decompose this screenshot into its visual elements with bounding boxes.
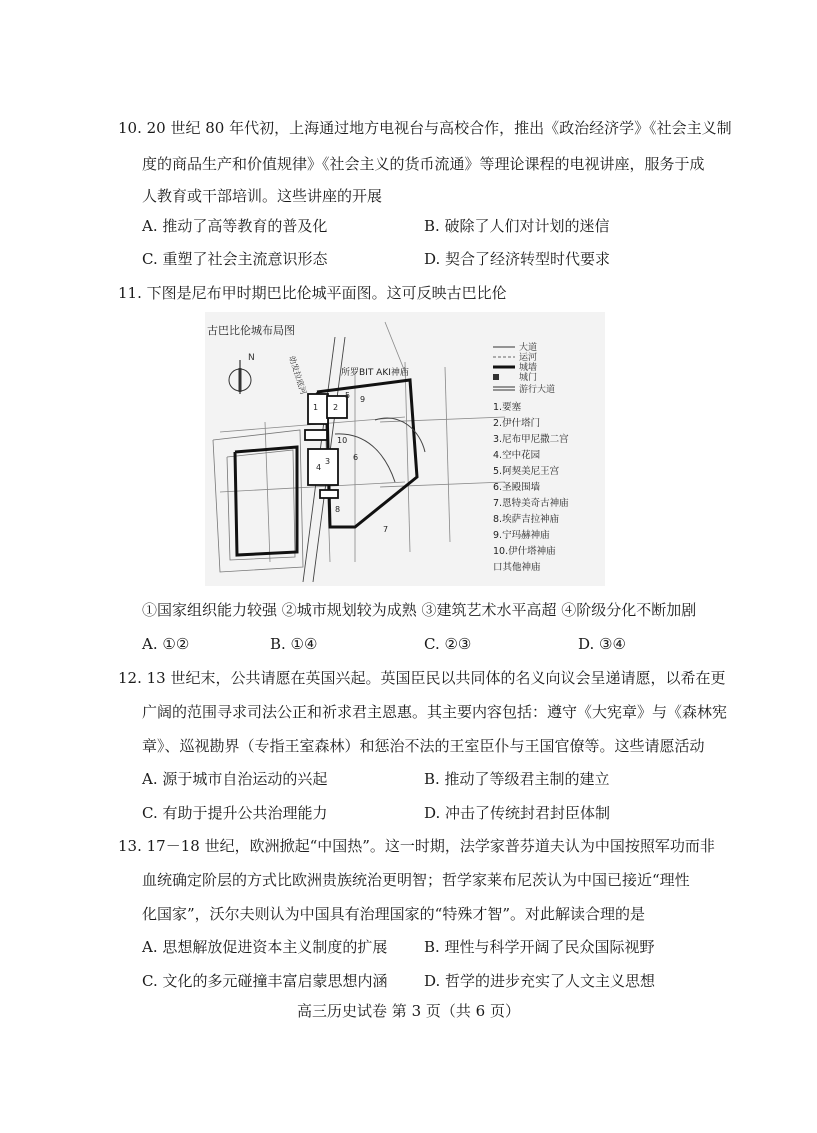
q10-stem-line-1: 10. 20 世纪 80 年代初，上海通过地方电视台与高校合作，推出《政治经济学》《社会主义制 bbox=[118, 119, 732, 137]
legend-symbol-canal: 运河 bbox=[519, 353, 538, 363]
q12-option-d: D. 冲击了传统封君封臣体制 bbox=[424, 804, 611, 822]
q11-stem: 11. 下图是尼布甲时期巴比伦城平面图。这可反映古巴比伦 bbox=[118, 284, 507, 302]
q11-option-b: B. ①④ bbox=[270, 635, 318, 653]
q10-stem-line-3: 人教育或干部培训。这些讲座的开展 bbox=[142, 187, 383, 205]
temple-site-label: 所罗BIT AKI神庙 bbox=[341, 368, 409, 378]
map-title: 古巴比伦城布局图 bbox=[207, 324, 295, 337]
svg-text:5: 5 bbox=[345, 391, 351, 400]
legend-item-10: 10.伊什塔神庙 bbox=[493, 546, 556, 557]
svg-text:6: 6 bbox=[353, 453, 359, 462]
q13-option-d: D. 哲学的进步充实了人文主义思想 bbox=[424, 972, 656, 990]
q12-option-a: A. 源于城市自治运动的兴起 bbox=[142, 770, 328, 788]
svg-text:7: 7 bbox=[383, 525, 389, 534]
q12-stem-line-1: 12. 13 世纪末，公共请愿在英国兴起。英国臣民以共同体的名义向议会呈递请愿，以希在更 bbox=[118, 669, 726, 687]
page-footer: 高三历史试卷 第 3 页（共 6 页） bbox=[297, 1002, 520, 1020]
q10-option-d: D. 契合了经济转型时代要求 bbox=[424, 250, 611, 268]
legend-item-other: 口其他神庙 bbox=[493, 562, 541, 573]
babylon-city-map bbox=[205, 312, 605, 586]
q10-option-a: A. 推动了高等教育的普及化 bbox=[142, 217, 328, 235]
svg-text:3: 3 bbox=[325, 457, 331, 466]
q10-stem-line-2: 度的商品生产和价值规律》《社会主义的货币流通》等理论课程的电视讲座，服务于成 bbox=[142, 155, 705, 173]
q12-option-c: C. 有助于提升公共治理能力 bbox=[142, 804, 328, 822]
q10-option-b: B. 破除了人们对计划的迷信 bbox=[424, 217, 610, 235]
legend-item-1: 1.要塞 bbox=[493, 402, 522, 413]
q12-option-b: B. 推动了等级君主制的建立 bbox=[424, 770, 610, 788]
svg-text:1: 1 bbox=[313, 403, 319, 412]
svg-text:N: N bbox=[248, 353, 255, 363]
svg-text:10: 10 bbox=[337, 436, 348, 445]
q13-stem-line-1: 13. 17－18 世纪，欧洲掀起“中国热”。这一时期，法学家普芬道夫认为中国按照军功而非 bbox=[118, 837, 715, 855]
legend-symbol-wall: 城墙 bbox=[519, 363, 538, 373]
q13-option-b: B. 理性与科学开阔了民众国际视野 bbox=[424, 938, 655, 956]
river-label: 幼发拉底河 bbox=[287, 354, 309, 396]
q11-option-c: C. ②③ bbox=[424, 635, 472, 653]
q13-option-c: C. 文化的多元碰撞丰富启蒙思想内涵 bbox=[142, 972, 388, 990]
map-figure bbox=[205, 312, 605, 586]
svg-text:8: 8 bbox=[335, 505, 341, 514]
q10-option-c: C. 重塑了社会主流意识形态 bbox=[142, 250, 328, 268]
q11-option-a: A. ①② bbox=[142, 635, 190, 653]
legend-item-3: 3.尼布甲尼撒二宫 bbox=[493, 434, 569, 445]
svg-text:2: 2 bbox=[333, 403, 339, 412]
q12-stem-line-3: 章》、巡视勘界（专指王室森林）和惩治不法的王室臣仆与王国官僚等。这些请愿活动 bbox=[142, 737, 705, 755]
q12-stem-line-2: 广阔的范围寻求司法公正和祈求君主恩惠。其主要内容包括：遵守《大宪章》与《森林宪 bbox=[142, 703, 728, 721]
q11-statements: ①国家组织能力较强 ②城市规划较为成熟 ③建筑艺术水平高超 ④阶级分化不断加剧 bbox=[142, 601, 697, 619]
legend-item-4: 4.空中花园 bbox=[493, 450, 541, 461]
svg-text:4: 4 bbox=[316, 463, 322, 472]
legend-item-6: 6.圣殿围墙 bbox=[493, 482, 541, 493]
q11-option-d: D. ③④ bbox=[578, 635, 626, 653]
svg-text:9: 9 bbox=[360, 395, 366, 404]
legend-item-9: 9.宁玛赫神庙 bbox=[493, 530, 550, 541]
legend-symbol-road: 大道 bbox=[519, 343, 538, 353]
q13-option-a: A. 思想解放促进资本主义制度的扩展 bbox=[142, 938, 388, 956]
legend-item-5: 5.阿契美尼王宫 bbox=[493, 466, 560, 477]
legend-symbol-procession: 游行大道 bbox=[519, 385, 556, 395]
legend-item-8: 8.埃萨吉拉神庙 bbox=[493, 514, 560, 525]
q13-stem-line-2: 血统确定阶层的方式比欧洲贵族统治更明智；哲学家莱布尼茨认为中国已接近“理性 bbox=[142, 871, 690, 889]
legend-symbol-gate: 城门 bbox=[519, 373, 538, 383]
q13-stem-line-3: 化国家”，沃尔夫则认为中国具有治理国家的“特殊才智”。对此解读合理的是 bbox=[142, 905, 646, 923]
legend-item-7: 7.恩特美奇古神庙 bbox=[493, 498, 569, 509]
legend-item-2: 2.伊什塔门 bbox=[493, 418, 541, 429]
legend-gate-swatch bbox=[493, 374, 499, 380]
